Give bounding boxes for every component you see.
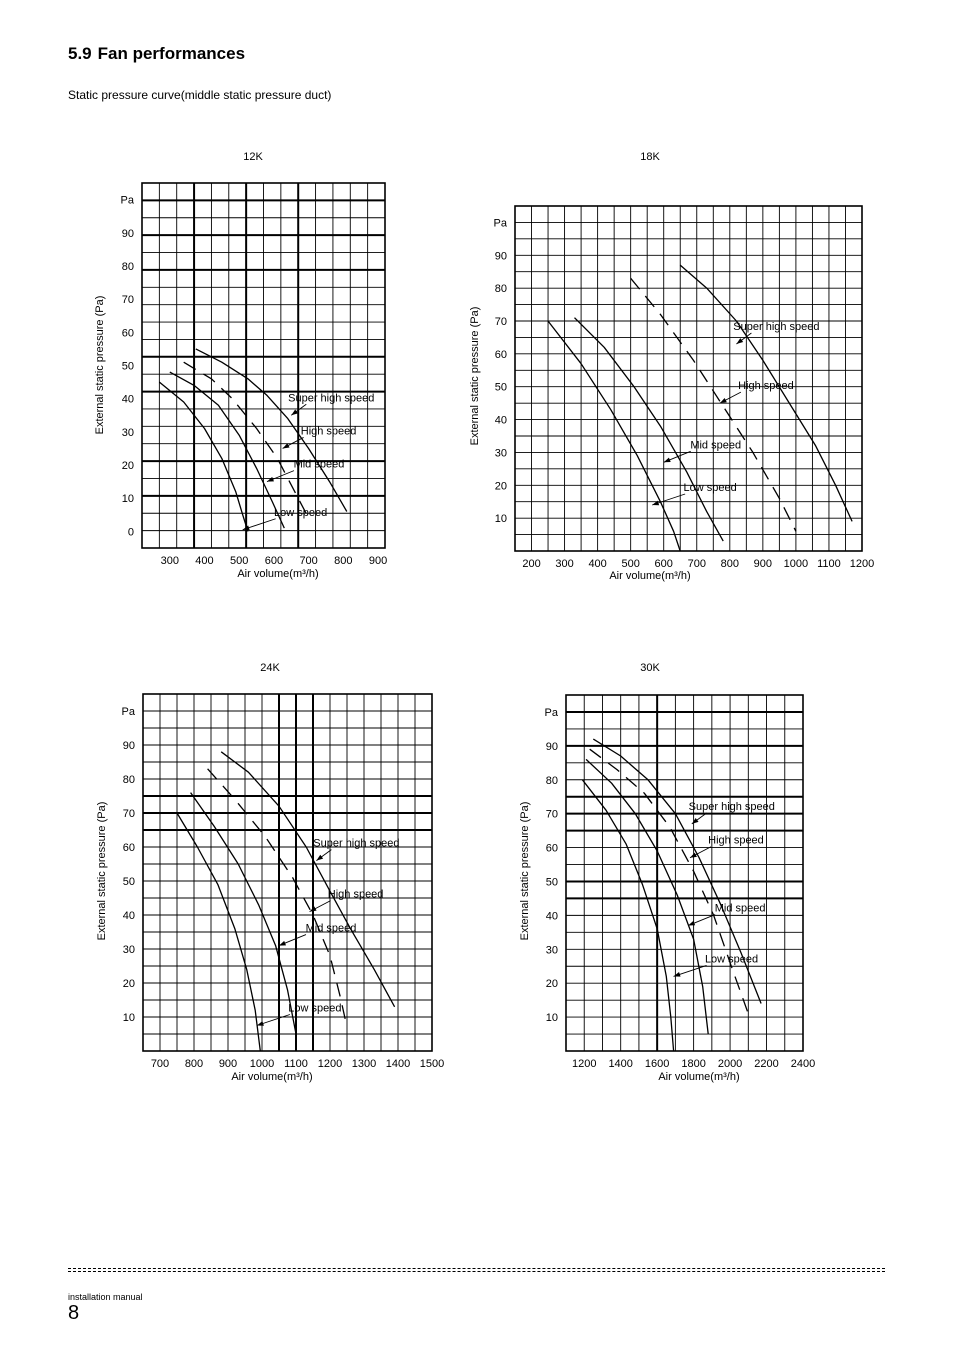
leader-arrowhead bbox=[267, 477, 274, 482]
x-tick-label: 2000 bbox=[717, 1058, 743, 1070]
x-tick-label: 900 bbox=[368, 555, 388, 567]
x-tick-label: 1800 bbox=[681, 1058, 706, 1070]
x-tick-label: 1400 bbox=[385, 1058, 411, 1070]
y-tick-label: 40 bbox=[122, 910, 135, 922]
x-tick-label: 1100 bbox=[817, 558, 841, 570]
leader-arrowhead bbox=[688, 921, 695, 926]
leader-arrowhead bbox=[736, 338, 743, 344]
section-number: 5.9 bbox=[68, 44, 92, 63]
y-tick-label: 80 bbox=[122, 774, 135, 786]
y-tick-label: 70 bbox=[122, 808, 135, 820]
y-tick-label: 90 bbox=[494, 250, 507, 263]
chart-12K bbox=[94, 151, 387, 580]
x-tick-label: 800 bbox=[334, 555, 353, 567]
series-label: Super high speed bbox=[733, 321, 820, 333]
y-tick-label: 30 bbox=[121, 426, 134, 439]
y-tick-label: 10 bbox=[121, 493, 134, 506]
series-label: Mid speed bbox=[293, 458, 345, 471]
y-tick-label: 40 bbox=[121, 393, 134, 406]
x-axis-label: Air volume(m³/h) bbox=[231, 1071, 313, 1083]
y-tick-label: 40 bbox=[545, 910, 558, 923]
y-tick-label: 60 bbox=[545, 842, 558, 855]
series-label: Mid speed bbox=[305, 922, 357, 935]
y-tick-label: 20 bbox=[122, 978, 135, 990]
series-label: Low speed bbox=[683, 482, 737, 494]
y-tick-label: 30 bbox=[122, 944, 135, 956]
chart-title: 30K bbox=[640, 662, 660, 674]
chart-18K bbox=[469, 151, 874, 582]
y-tick-label: 70 bbox=[494, 316, 507, 328]
y-tick-label: 60 bbox=[121, 327, 134, 340]
curve-mid-speed bbox=[575, 318, 724, 541]
plot-frame bbox=[515, 206, 862, 551]
series-label: Super high speed bbox=[313, 837, 400, 850]
x-axis-label: Air volume(m³/h) bbox=[237, 568, 319, 580]
series-label: High speed bbox=[300, 425, 357, 438]
y-tick-label: 90 bbox=[122, 740, 135, 752]
x-tick-label: 1400 bbox=[608, 1058, 633, 1070]
y-tick-label: 50 bbox=[122, 876, 135, 888]
x-tick-label: 1600 bbox=[644, 1058, 670, 1070]
series-label: Low speed bbox=[274, 506, 328, 519]
x-tick-label: 1500 bbox=[419, 1058, 445, 1070]
x-tick-label: 1200 bbox=[849, 558, 875, 570]
x-tick-label: 400 bbox=[588, 558, 607, 570]
x-tick-label: 900 bbox=[218, 1058, 238, 1070]
section-title-text: Fan performances bbox=[97, 44, 246, 63]
leader-arrowhead bbox=[664, 458, 671, 463]
series-label: Mid speed bbox=[690, 439, 742, 452]
leader-arrowhead bbox=[316, 855, 323, 861]
chart-30K bbox=[519, 662, 815, 1083]
x-tick-label: 1000 bbox=[249, 1058, 275, 1070]
leader-arrowhead bbox=[674, 972, 681, 977]
y-tick-label: 80 bbox=[545, 774, 558, 787]
plot-frame bbox=[143, 694, 432, 1051]
x-axis-label: Air volume(m³/h) bbox=[658, 1071, 740, 1083]
y-tick-label: 70 bbox=[121, 294, 134, 307]
series-label: High speed bbox=[708, 834, 764, 847]
y-axis-label: External static pressure (Pa) bbox=[96, 801, 108, 941]
y-tick-label: 10 bbox=[494, 513, 507, 526]
y-tick-label: 40 bbox=[494, 414, 507, 427]
x-tick-label: 200 bbox=[522, 558, 541, 570]
x-tick-label: 500 bbox=[621, 558, 640, 570]
y-unit-label: Pa bbox=[120, 194, 134, 207]
y-tick-label: 80 bbox=[494, 283, 507, 296]
curve-low-speed bbox=[159, 382, 248, 531]
x-tick-label: 300 bbox=[555, 558, 574, 570]
footer-divider bbox=[68, 1268, 885, 1269]
series-label: High speed bbox=[327, 888, 384, 901]
y-tick-label: 20 bbox=[494, 480, 507, 493]
y-tick-label: 70 bbox=[545, 808, 558, 821]
x-axis-label: Air volume(m³/h) bbox=[609, 570, 691, 582]
x-tick-label: 700 bbox=[150, 1058, 170, 1070]
y-unit-label: Pa bbox=[121, 706, 135, 718]
x-tick-label: 400 bbox=[195, 555, 214, 567]
x-tick-label: 700 bbox=[299, 555, 318, 567]
chart-subtitle: Static pressure curve(middle static pressure duct) bbox=[68, 88, 332, 102]
chart-title: 12K bbox=[243, 151, 263, 163]
y-tick-label: 50 bbox=[545, 876, 558, 889]
y-tick-label: 80 bbox=[121, 260, 134, 273]
y-unit-label: Pa bbox=[493, 217, 507, 230]
footer-divider-2 bbox=[68, 1271, 885, 1272]
series-label: High speed bbox=[738, 380, 794, 393]
series-label: Low speed bbox=[288, 1002, 342, 1015]
y-tick-label: 50 bbox=[121, 360, 134, 373]
x-tick-label: 1100 bbox=[284, 1058, 308, 1070]
page-number: 8 bbox=[68, 1302, 80, 1324]
y-tick-label: 30 bbox=[545, 944, 558, 957]
x-tick-label: 1000 bbox=[783, 558, 809, 570]
curve-mid-speed bbox=[191, 793, 296, 1034]
x-tick-label: 800 bbox=[184, 1058, 204, 1070]
x-tick-label: 2200 bbox=[754, 1058, 779, 1070]
x-tick-label: 1200 bbox=[317, 1058, 343, 1070]
leader-arrowhead bbox=[720, 398, 727, 403]
x-tick-label: 600 bbox=[264, 555, 284, 567]
y-tick-label: 30 bbox=[494, 447, 507, 460]
series-label: Mid speed bbox=[714, 902, 766, 915]
series-label: Low speed bbox=[704, 953, 759, 966]
y-tick-label: 0 bbox=[127, 526, 134, 539]
y-tick-label: 20 bbox=[545, 978, 558, 991]
leader-arrowhead bbox=[279, 941, 286, 946]
x-tick-label: 600 bbox=[654, 558, 673, 570]
y-tick-label: 20 bbox=[121, 460, 134, 473]
x-tick-label: 900 bbox=[753, 558, 773, 570]
x-tick-label: 800 bbox=[720, 558, 739, 570]
curve-super-high-speed bbox=[221, 752, 394, 1007]
leader-arrowhead bbox=[692, 818, 699, 824]
x-tick-label: 700 bbox=[687, 558, 706, 570]
leader-arrowhead bbox=[291, 409, 298, 415]
leader-arrowhead bbox=[257, 1021, 264, 1026]
y-tick-label: 60 bbox=[122, 842, 135, 854]
x-tick-label: 300 bbox=[160, 555, 179, 567]
y-unit-label: Pa bbox=[544, 706, 558, 719]
y-tick-label: 50 bbox=[494, 381, 507, 394]
x-tick-label: 1300 bbox=[351, 1058, 377, 1070]
y-tick-label: 10 bbox=[545, 1012, 558, 1025]
y-tick-label: 90 bbox=[121, 227, 134, 240]
y-tick-label: 90 bbox=[545, 740, 558, 753]
series-label: Super high speed bbox=[288, 392, 375, 405]
y-tick-label: 10 bbox=[122, 1012, 135, 1024]
x-tick-label: 1200 bbox=[571, 1058, 597, 1070]
chart-24K bbox=[96, 662, 444, 1083]
chart-title: 18K bbox=[640, 151, 660, 163]
y-axis-label: External static pressure (Pa) bbox=[94, 295, 106, 435]
y-axis-label: External static pressure (Pa) bbox=[519, 801, 531, 941]
x-tick-label: 500 bbox=[230, 555, 249, 567]
y-tick-label: 60 bbox=[494, 348, 507, 361]
chart-title: 24K bbox=[260, 662, 280, 674]
plot-frame bbox=[566, 695, 803, 1051]
y-axis-label: External static pressure (Pa) bbox=[469, 306, 481, 446]
series-label: Super high speed bbox=[688, 800, 775, 813]
footer-manual-label: installation manual bbox=[68, 1292, 143, 1302]
x-tick-label: 2400 bbox=[790, 1058, 816, 1070]
